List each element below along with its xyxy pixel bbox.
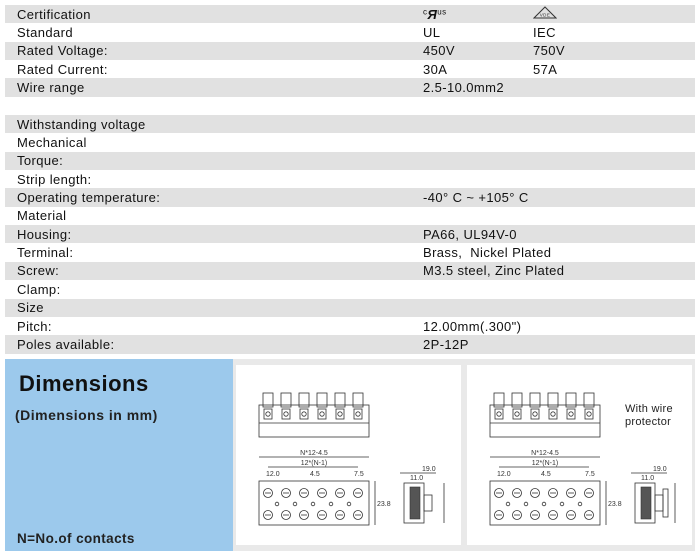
drawing-wire-protector [467,365,692,545]
label-material: Material [17,208,67,224]
side-view-tab [655,495,663,511]
pitch-value: 12.00mm(.300") [423,318,522,334]
dim-label-b: 7.5 [354,471,364,478]
housing-value: PA66, UL94V-0 [423,226,517,242]
top-view-wire-slot [495,409,503,419]
label-strip-length: Strip length: [17,171,92,187]
row-material [5,207,695,225]
dim-label-b: 7.5 [585,471,595,478]
row-screw [5,262,695,280]
rated-voltage-iec: 750V [533,43,565,59]
label-operating-temperature: Operating temperature: [17,190,161,206]
row-mechanical [5,133,695,151]
dimensions-subtitle: (Dimensions in mm) [15,407,158,423]
top-view-wire-slot [300,409,308,419]
top-view-screw [302,412,306,416]
top-view-wire-slot [513,409,521,419]
top-view-wire-slot [354,409,362,419]
top-view-screw [551,412,555,416]
side-view-core [641,487,651,519]
top-view-screw [320,412,324,416]
wire-protector-label: With wire protector [625,403,673,428]
standard-iec: IEC [533,25,556,41]
mounting-hole [311,502,315,506]
side-view-protector [663,489,668,517]
top-view-wire-slot [549,409,557,419]
label-standard: Standard [17,25,73,41]
mounting-hole [560,502,564,506]
poles-available-value: 2P-12P [423,336,469,352]
wire-range-value: 2.5-10.0mm2 [423,80,504,96]
rated-current-ul: 30A [423,61,448,77]
label-rated-voltage: Rated Voltage: [17,43,108,59]
top-view-body [490,405,600,437]
dim-label-side-w: 19.0 [653,466,667,473]
vde-mark-icon [533,6,557,23]
terminal-value: Brass, Nickel Plated [423,245,552,261]
label-pitch: Pitch: [17,318,52,334]
row-size [5,299,695,317]
mounting-hole [347,502,351,506]
side-view-tab [424,495,432,511]
dim-label-total: N*12-4.5 [531,450,559,457]
label-mechanical: Mechanical [17,135,87,151]
dim-label-pitch-n: 12*(N-1) [300,460,328,467]
top-view-body [259,405,369,437]
mounting-hole [329,502,333,506]
top-view-screw [587,412,591,416]
rated-voltage-ul: 450V [423,43,455,59]
dim-label-side-w: 19.0 [422,466,436,473]
dim-label-height: 23.8 [377,501,391,508]
row-strip-length [5,170,695,188]
top-view-screw [515,412,519,416]
mounting-hole [524,502,528,506]
mounting-hole [506,502,510,506]
top-view-screw [338,412,342,416]
label-rated-current: Rated Current: [17,61,108,77]
top-view-wire-slot [567,409,575,419]
dimensions-heading-box [5,359,233,551]
dim-label-pitch: 12.0 [497,471,511,478]
top-view-wire-slot [264,409,272,419]
top-view-screw [356,412,360,416]
label-wire-range: Wire range [17,80,85,96]
top-view-screw [569,412,573,416]
row-spacer [5,97,695,115]
spec-table [5,5,695,354]
top-view-wire-slot [531,409,539,419]
dim-label-pitch: 12.0 [266,471,280,478]
standard-ul: UL [423,25,441,41]
row-pitch [5,317,695,335]
side-view-core [410,487,420,519]
top-view-wire-slot [585,409,593,419]
top-view-screw [533,412,537,416]
row-certification [5,5,695,23]
row-poles-available [5,335,695,353]
label-terminal: Terminal: [17,245,74,261]
mounting-hole [578,502,582,506]
label-withstanding-voltage: Withstanding voltage [17,116,146,132]
row-rated-current [5,60,695,78]
row-clamp [5,280,695,298]
dim-label-total: N*12-4.5 [300,450,328,457]
mounting-hole [542,502,546,506]
dim-label-a: 4.5 [310,471,320,478]
label-screw: Screw: [17,263,60,279]
row-operating-temperature [5,188,695,206]
dim-label-pitch-n: 12*(N-1) [531,460,559,467]
contacts-note: N=No.of contacts [17,531,135,546]
rated-current-iec: 57A [533,61,558,77]
label-torque: Torque: [17,153,64,169]
row-housing [5,225,695,243]
svg-text:VDE: VDE [539,12,551,18]
mounting-hole [275,502,279,506]
label-size: Size [17,300,44,316]
label-poles-available: Poles available: [17,336,115,352]
dimensions-title: Dimensions [19,371,149,396]
dim-label-side-inner: 11.0 [641,475,655,482]
drawing-standard [236,365,461,545]
row-wire-range [5,78,695,96]
ul-mark: $^cЯ^{us}$ [423,6,447,22]
screw-value: M3.5 steel, Zinc Plated [423,263,565,279]
row-terminal [5,243,695,261]
label-certification: Certification [17,6,91,22]
top-view-wire-slot [282,409,290,419]
row-standard [5,23,695,41]
dim-label-a: 4.5 [541,471,551,478]
dimensions-panel [5,359,695,551]
dim-label-side-inner: 11.0 [410,475,424,482]
top-view-screw [266,412,270,416]
top-view-screw [284,412,288,416]
row-withstanding-voltage [5,115,695,133]
top-view-screw [497,412,501,416]
label-housing: Housing: [17,226,72,242]
label-clamp: Clamp: [17,281,61,297]
dim-label-height: 23.8 [608,501,622,508]
row-rated-voltage [5,42,695,60]
top-view-wire-slot [318,409,326,419]
mounting-hole [293,502,297,506]
top-view-wire-slot [336,409,344,419]
operating-temperature-value: -40° C ~ +105° C [423,190,529,206]
row-torque [5,152,695,170]
